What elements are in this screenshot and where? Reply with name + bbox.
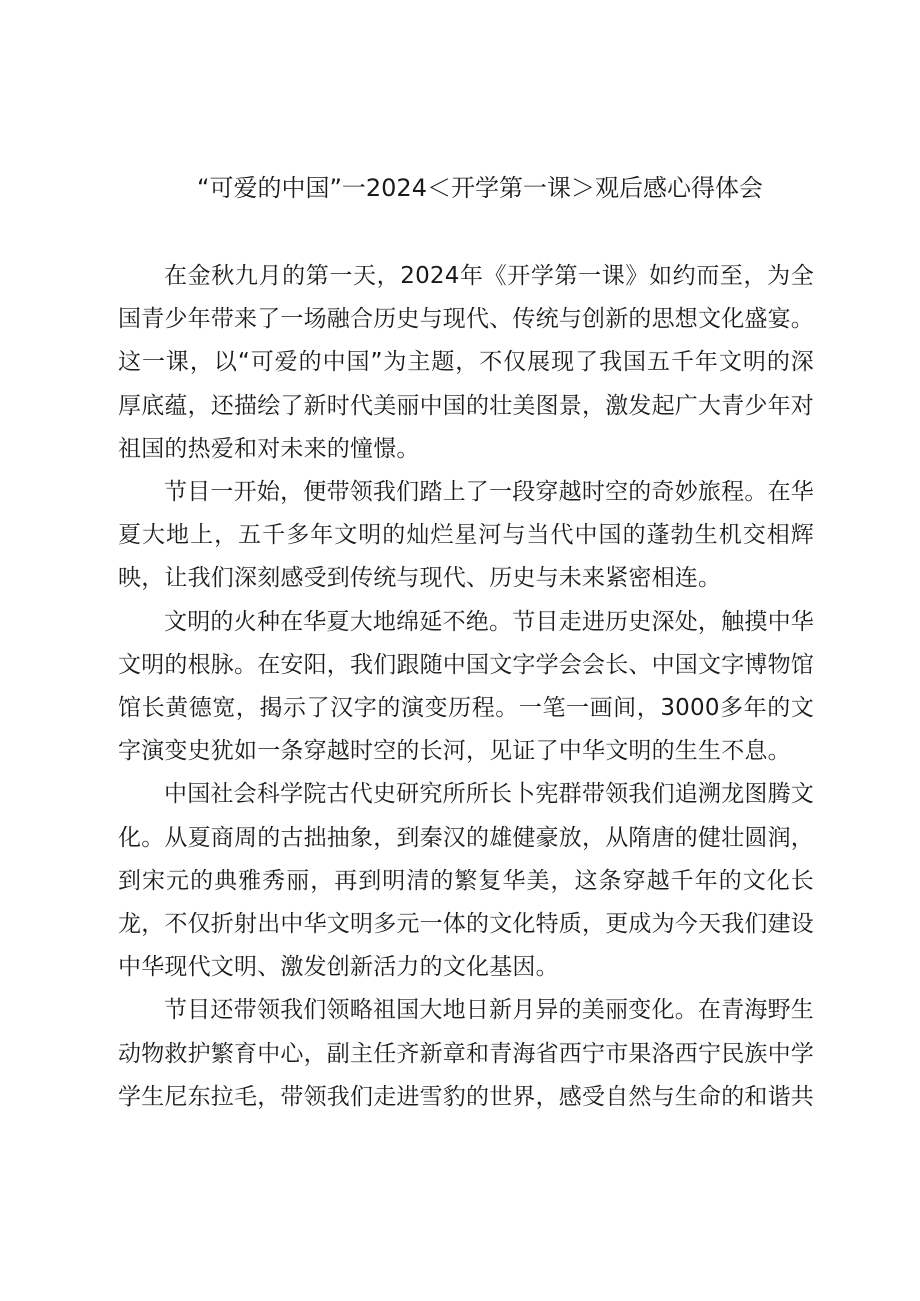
paragraph: 文明的火种在华夏大地绵延不绝。节目走进历史深处，触摸中华文明的根脉。在安阳，我们跟随中国文字学会会长、中国文字博物馆馆长黄德宽，揭示了汉字的演变历程。一笔一画间，3000多年的文字演变史犹如一条穿越时空的长河，见证了中华文明的生生不息。: [118, 608, 814, 765]
document-body: [118, 255, 814, 1119]
paragraph: 节目还带领我们领略祖国大地日新月异的美丽变化。在青海野生动物救护繁育中心，副主任齐新章和青海省西宁市果洛西宁民族中学学生尼东拉毛，带领我们走进雪豹的世界，感受自然与生命的和谐共: [118, 997, 814, 1110]
document-title: “可爱的中国”一2024＜开学第一课＞观后感心得体会: [197, 174, 763, 202]
paragraph: 中国社会科学院古代史研究所所长卜宪群带领我们追溯龙图腾文化。从夏商周的古拙抽象，到秦汉的雄健豪放，从隋唐的健壮圆润，到宋元的典雅秀丽，再到明清的繁复华美，这条穿越千年的文化长龙，不仅折射出中华文明多元一体的文化特质，更成为今天我们建设中华现代文明、激发创新活力的文化基因。: [118, 781, 814, 981]
paragraph: 节目一开始，便带领我们踏上了一段穿越时空的奇妙旅程。在华夏大地上，五千多年文明的灿烂星河与当代中国的蓬勃生机交相辉映，让我们深刻感受到传统与现代、历史与未来紧密相连。: [118, 479, 814, 592]
paragraph: 在金秋九月的第一天，2024年《开学第一课》如约而至，为全国青少年带来了一场融合历史与现代、传统与创新的思想文化盛宴。这一课，以“可爱的中国”为主题，不仅展现了我国五千年文明的深厚底蕴，还描绘了新时代美丽中国的壮美图景，激发起广大青少年对祖国的热爱和对未来的憧憬。: [118, 263, 814, 462]
